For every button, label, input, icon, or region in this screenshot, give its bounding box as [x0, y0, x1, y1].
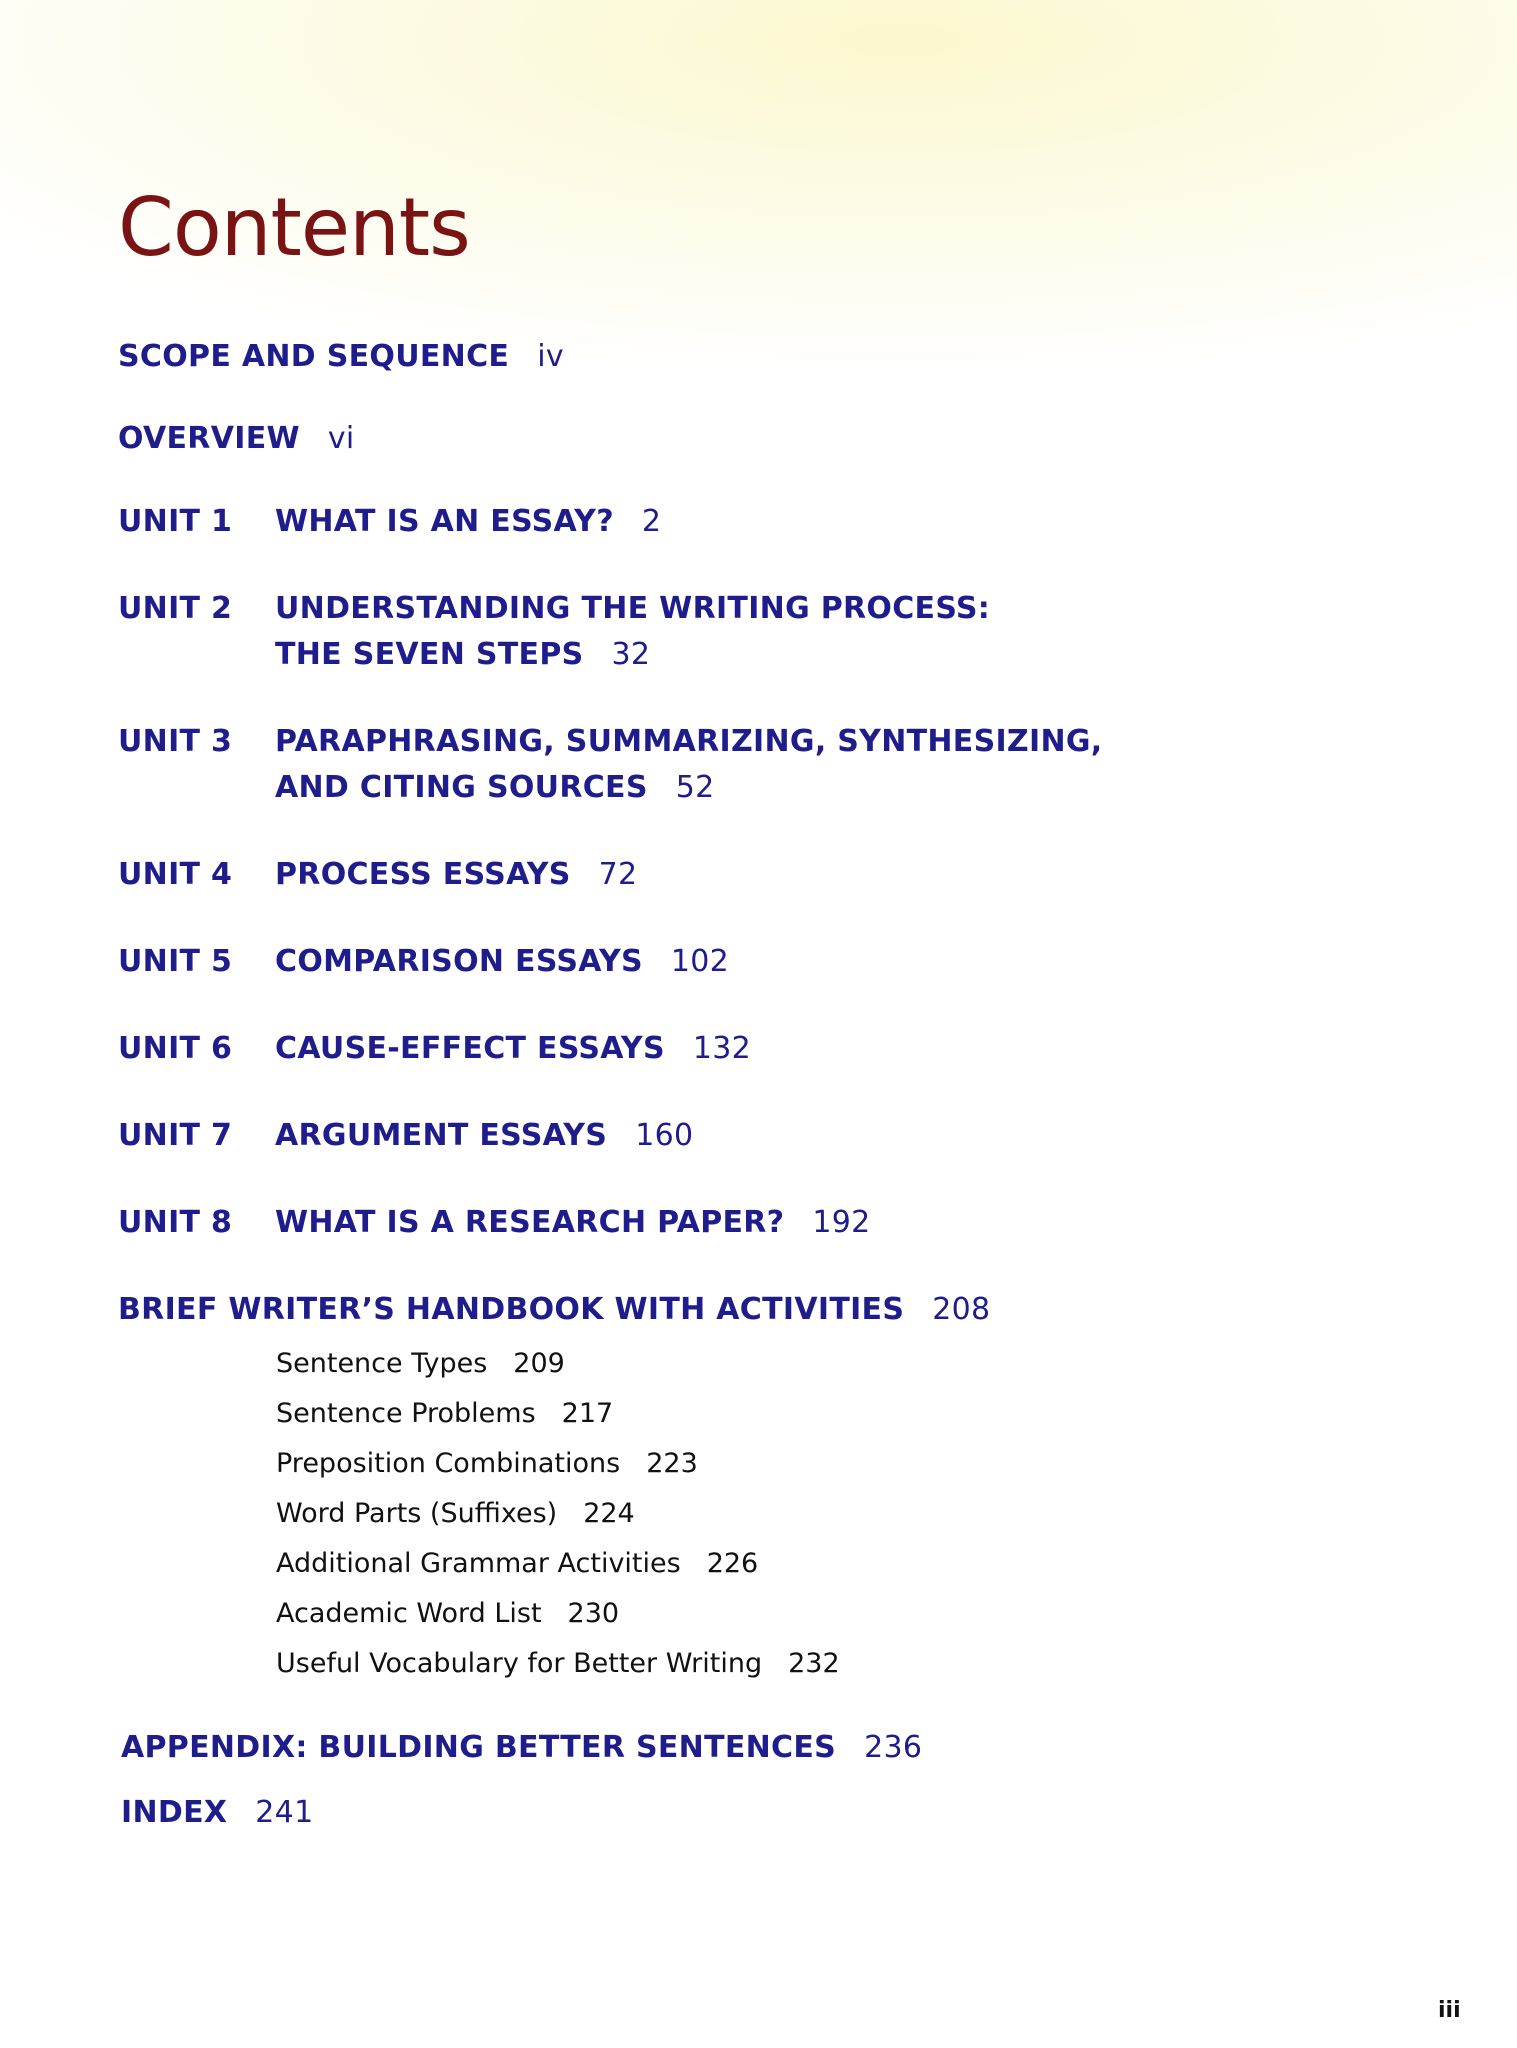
toc-entry-page: 32 — [611, 637, 651, 672]
toc-entry-page: 102 — [670, 944, 730, 979]
toc-subentry-label: Academic Word List — [276, 1598, 542, 1629]
toc-entry-handbook[interactable] — [118, 1288, 990, 1332]
toc-subentry-preposition-combinations[interactable] — [276, 1444, 698, 1484]
toc-entry-page: 241 — [255, 1795, 314, 1830]
unit-title-line-1: PARAPHRASING, SUMMARIZING, SYNTHESIZING, — [275, 724, 1103, 759]
toc-entry-unit-7[interactable] — [118, 1114, 1318, 1158]
unit-title-line-2: THE SEVEN STEPS 32 — [275, 637, 651, 672]
toc-subentry-page: 223 — [646, 1448, 698, 1479]
toc-entry-label: SCOPE AND SEQUENCE — [118, 339, 510, 374]
toc-subentry-page: 230 — [567, 1598, 620, 1629]
toc-entry-page: 2 — [641, 504, 662, 539]
toc-entry-label: OVERVIEW — [118, 421, 300, 456]
toc-subentry-label: Useful Vocabulary for Better Writing — [276, 1648, 763, 1679]
toc-entry-unit-8[interactable] — [118, 1201, 1318, 1245]
toc-entry-page: 208 — [932, 1292, 991, 1327]
toc-entry-page: 160 — [635, 1118, 694, 1153]
toc-entry-unit-3[interactable] — [118, 720, 1318, 810]
toc-subentry-sentence-problems[interactable] — [276, 1394, 613, 1434]
toc-subentry-sentence-types[interactable] — [276, 1344, 565, 1384]
toc-subentry-useful-vocabulary[interactable] — [276, 1644, 840, 1684]
toc-entry-unit-4[interactable] — [118, 853, 1318, 897]
unit-label: UNIT 2 — [118, 591, 233, 626]
unit-title: ARGUMENT ESSAYS 160 — [275, 1118, 694, 1153]
toc-entry-page: 236 — [864, 1730, 923, 1765]
unit-title: COMPARISON ESSAYS 102 — [275, 944, 730, 979]
toc-subentry-page: 226 — [706, 1548, 759, 1579]
unit-label: UNIT 3 — [118, 724, 233, 759]
toc-entry-page: iv — [537, 339, 564, 374]
toc-entry-page: 192 — [812, 1205, 871, 1240]
unit-label: UNIT 7 — [118, 1118, 233, 1153]
toc-entry-label: APPENDIX: BUILDING BETTER SENTENCES — [121, 1730, 837, 1765]
unit-label: UNIT 5 — [118, 944, 233, 979]
toc-subentry-label: Sentence Types — [276, 1348, 488, 1379]
toc-entry-unit-1[interactable] — [118, 500, 1318, 544]
unit-title: WHAT IS AN ESSAY? 2 — [275, 504, 662, 539]
toc-entry-page: 72 — [598, 857, 638, 892]
toc-subentry-page: 232 — [788, 1648, 840, 1679]
toc-entry-page: vi — [327, 421, 355, 456]
page-title: Contents — [118, 181, 470, 274]
toc-subentry-label: Word Parts (Suffixes) — [276, 1498, 558, 1529]
toc-subentry-page: 217 — [561, 1398, 614, 1429]
toc-subentry-academic-word-list[interactable] — [276, 1594, 619, 1634]
toc-entry-unit-5[interactable] — [118, 940, 1318, 984]
unit-label: UNIT 6 — [118, 1031, 233, 1066]
toc-entry-overview[interactable] — [118, 417, 355, 461]
unit-label: UNIT 4 — [118, 857, 233, 892]
toc-entry-scope-and-sequence[interactable] — [118, 335, 564, 379]
unit-title-line-1: UNDERSTANDING THE WRITING PROCESS: — [275, 591, 991, 626]
toc-subentry-label: Sentence Problems — [276, 1398, 536, 1429]
unit-label: UNIT 8 — [118, 1205, 233, 1240]
toc-entry-page: 52 — [675, 770, 715, 805]
toc-subentry-word-parts[interactable] — [276, 1494, 635, 1534]
unit-label: UNIT 1 — [118, 504, 233, 539]
toc-subentry-page: 224 — [583, 1498, 635, 1529]
toc-entry-unit-2[interactable] — [118, 587, 1318, 677]
unit-title: WHAT IS A RESEARCH PAPER? 192 — [275, 1205, 871, 1240]
toc-subentry-label: Preposition Combinations — [276, 1448, 621, 1479]
toc-entry-index[interactable] — [121, 1791, 313, 1835]
unit-title: PROCESS ESSAYS 72 — [275, 857, 638, 892]
unit-title-line-2: AND CITING SOURCES 52 — [275, 770, 715, 805]
toc-subentry-additional-grammar[interactable] — [276, 1544, 758, 1584]
toc-subentry-page: 209 — [513, 1348, 565, 1379]
toc-entry-unit-6[interactable] — [118, 1027, 1318, 1071]
toc-entry-label: BRIEF WRITER’S HANDBOOK WITH ACTIVITIES — [118, 1292, 905, 1327]
toc-entry-page: 132 — [692, 1031, 752, 1066]
unit-title: CAUSE-EFFECT ESSAYS 132 — [275, 1031, 752, 1066]
page-number: iii — [1438, 1998, 1461, 2023]
toc-entry-appendix[interactable] — [121, 1726, 922, 1770]
toc-subentry-label: Additional Grammar Activities — [276, 1548, 681, 1579]
toc-entry-label: INDEX — [121, 1795, 228, 1830]
